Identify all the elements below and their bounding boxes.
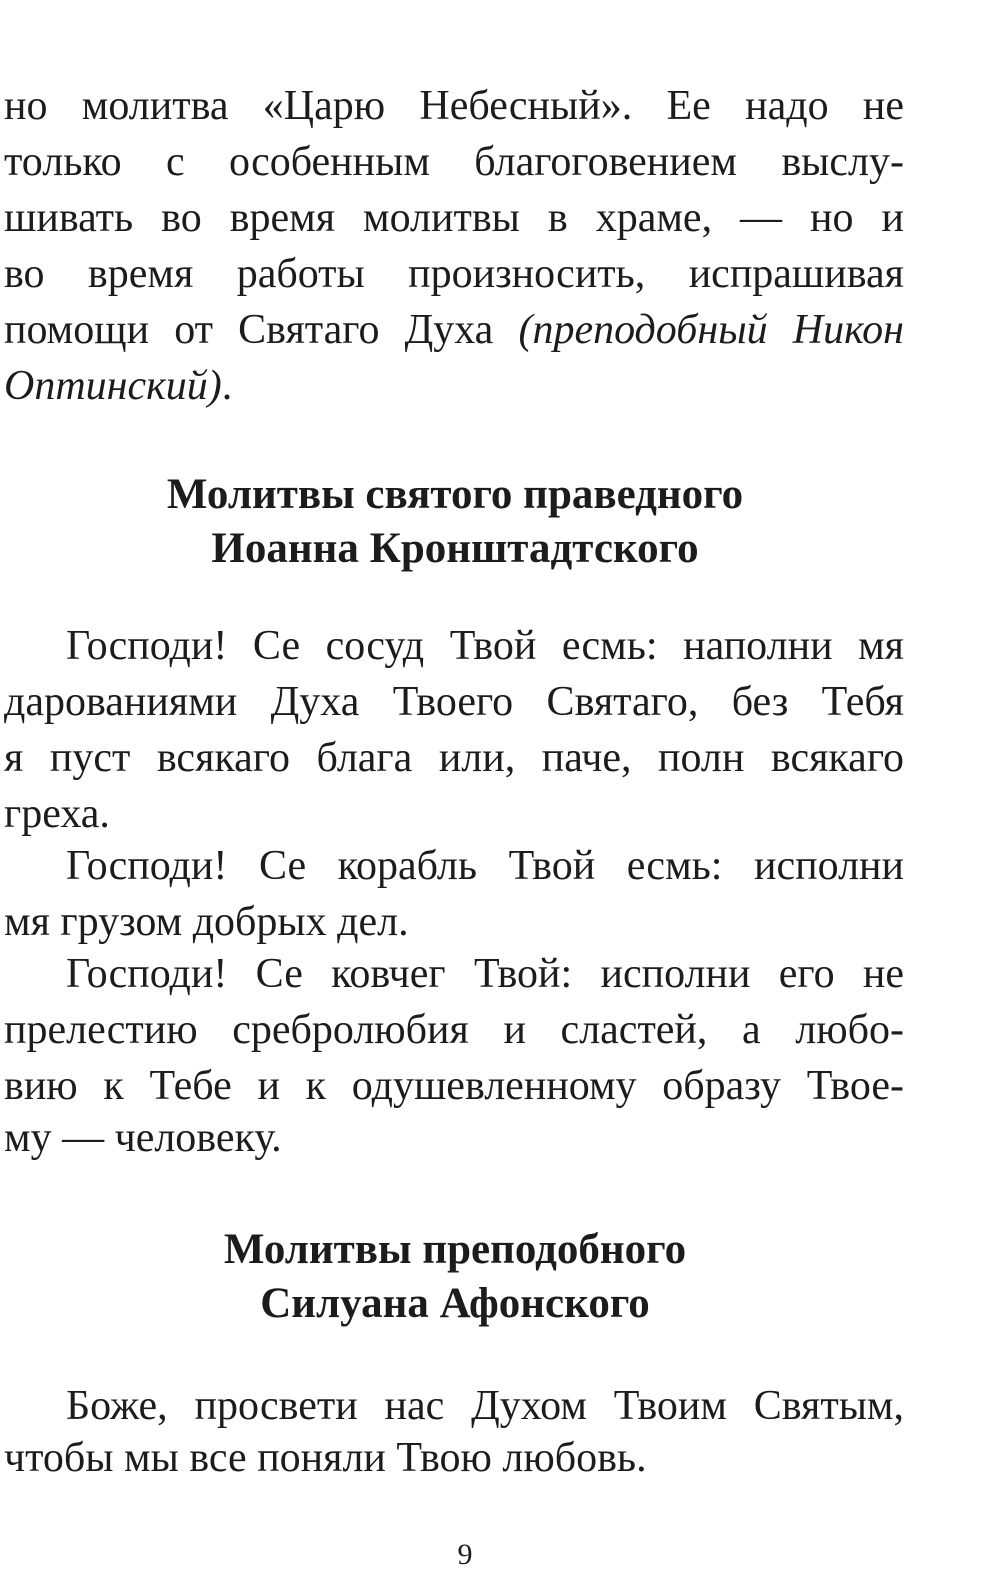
intro-line-3: шивать во время молитвы в храме, — но и <box>4 195 904 241</box>
intro-line-6-end: . <box>221 363 233 409</box>
intro-line-5-text: помощи от Святаго Духа <box>4 307 494 353</box>
intro-line-2: только с особенным благоговением выслу- <box>4 139 904 185</box>
section2-heading-line-2: Силуана Афонского <box>260 1280 650 1327</box>
section1-p3-line-2: прелестию сребролюбия и сластей, а любо- <box>4 1007 904 1053</box>
section1-p2-line-2: мя грузом добрых дел. <box>4 899 409 945</box>
section2-heading-line-1: Молитвы преподобного <box>223 1226 687 1273</box>
section1-p3-line-3: вию к Тебе и к одушевленному образу Твое- <box>4 1063 904 1109</box>
section1-heading-line-2: Иоанна Кронштадтского <box>211 525 699 572</box>
intro-line-4: во время работы произносить, испрашивая <box>4 251 904 297</box>
section1-p1-line-3: я пуст всякаго блага или, паче, полн всякаго <box>4 735 904 781</box>
section1-p1-line-2: дарованиями Духа Твоего Святаго, без Тебя <box>4 679 904 725</box>
section1-p1-line-4: греха. <box>4 791 110 837</box>
section1-p3-line-4: му — человеку. <box>4 1115 282 1161</box>
section1-heading-line-1: Молитвы святого праведного <box>166 471 744 518</box>
section2-p1-line-1: Боже, просвети нас Духом Твоим Святым, <box>66 1383 904 1429</box>
section1-p3-line-1: Господи! Се ковчег Твой: исполни его не <box>66 951 904 997</box>
page-number: 9 <box>457 1538 473 1571</box>
intro-line-5-attribution: (преподобный Никон <box>518 307 904 353</box>
section1-p2-line-1: Господи! Се корабль Твой есмь: исполни <box>66 843 904 889</box>
intro-line-6-attribution: Оптинский) <box>4 363 222 409</box>
intro-line-6 <box>4 358 904 414</box>
intro-line-1: но молитва «Царю Небесный». Ее надо не <box>4 83 904 129</box>
section1-p1-line-1: Господи! Се сосуд Твой есмь: наполни мя <box>66 623 904 669</box>
intro-line-5 <box>4 302 904 358</box>
section2-p1-line-2: чтобы мы все поняли Твою любовь. <box>4 1435 647 1481</box>
